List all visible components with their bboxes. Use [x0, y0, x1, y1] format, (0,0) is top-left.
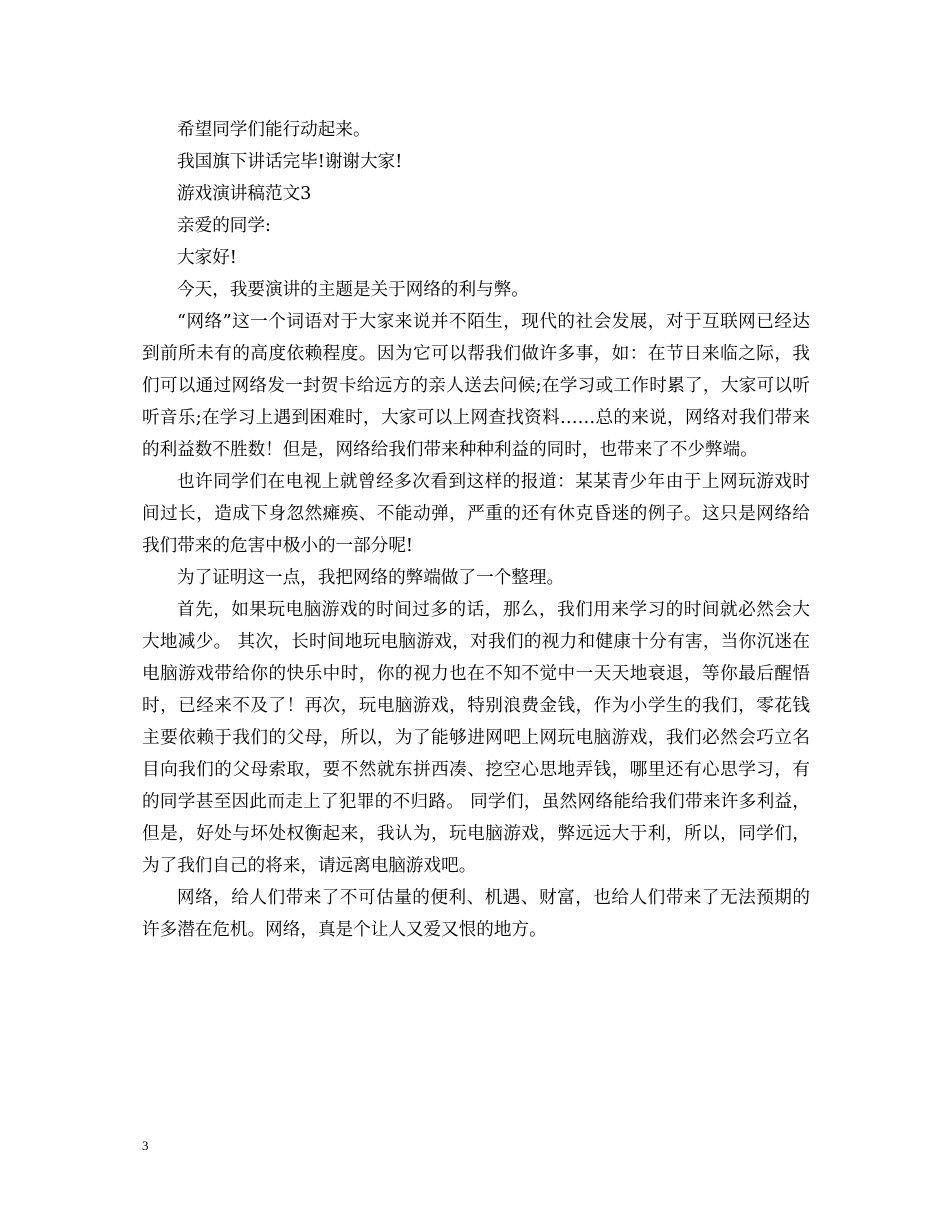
paragraph-greeting: 大家好! [177, 248, 237, 268]
paragraph-topic: 今天，我要演讲的主题是关于网络的利与弊。 [177, 280, 529, 300]
paragraph-conclusion: 网络，给人们带来了不可估量的便利、机遇、财富，也给人们带来了无法预期的许多潜在危机。网络，真是个让人又爱又恨的地方。 [142, 888, 810, 940]
page-number: 3 [142, 1138, 149, 1153]
paragraph-closing-hope: 希望同学们能行动起来。 [177, 120, 371, 140]
paragraph-summary-intro: 为了证明这一点，我把网络的弊端做了一个整理。 [177, 568, 565, 588]
paragraph-network-benefits: “网络”这一个词语对于大家来说并不陌生，现代的社会发展，对于互联网已经达到前所未有的高度依赖程度。因为它可以帮我们做许多事，如：在节日来临之际，我们可以通过网络发一封贺卡给远方的亲人送去问候;在学习或工作时累了，大家可以听听音乐;在学习上遇到困难时，大家可以上网查找资料……总的来说，网络对我们带来的利益数不胜数！但是，网络给我们带来种种利益的同时，也带来了不少弊端。 [142, 312, 810, 460]
paragraph-salutation: 亲爱的同学: [177, 216, 271, 236]
paragraph-closing-thanks: 我国旗下讲话完毕!谢谢大家! [177, 152, 403, 172]
document-body [142, 114, 810, 946]
paragraph-drawbacks: 首先，如果玩电脑游戏的时间过多的话，那么，我们用来学习的时间就必然会大大地减少。 其次，长时间地玩电脑游戏，对我们的视力和健康十分有害，当你沉迷在电脑游戏带给你的快乐中时，你的视力也在不知不觉中一天天地衰退，等你最后醒悟时，已经来不及了！再次，玩电脑游戏，特别浪费金钱，作为小学生的我们，零花钱主要依赖于我们的父母，所以，为了能够进网吧上网玩电脑游戏，我们必然会巧立名目向我们的父母索取，要不然就东拼西凑、挖空心思地弄钱，哪里还有心思学习，有的同学甚至因此而走上了犯罪的不归路。 同学们，虽然网络能给我们带来许多利益，但是，好处与坏处权衡起来，我认为，玩电脑游戏，弊远远大于利，所以，同学们，为了我们自己的将来，请远离电脑游戏吧。 [142, 600, 810, 876]
section-heading: 游戏演讲稿范文3 [177, 184, 312, 204]
paragraph-news-reports: 也许同学们在电视上就曾经多次看到这样的报道：某某青少年由于上网玩游戏时间过长，造成下身忽然瘫痪、不能动弹，严重的还有休克昏迷的例子。这只是网络给我们带来的危害中极小的一部分呢! [142, 472, 810, 556]
